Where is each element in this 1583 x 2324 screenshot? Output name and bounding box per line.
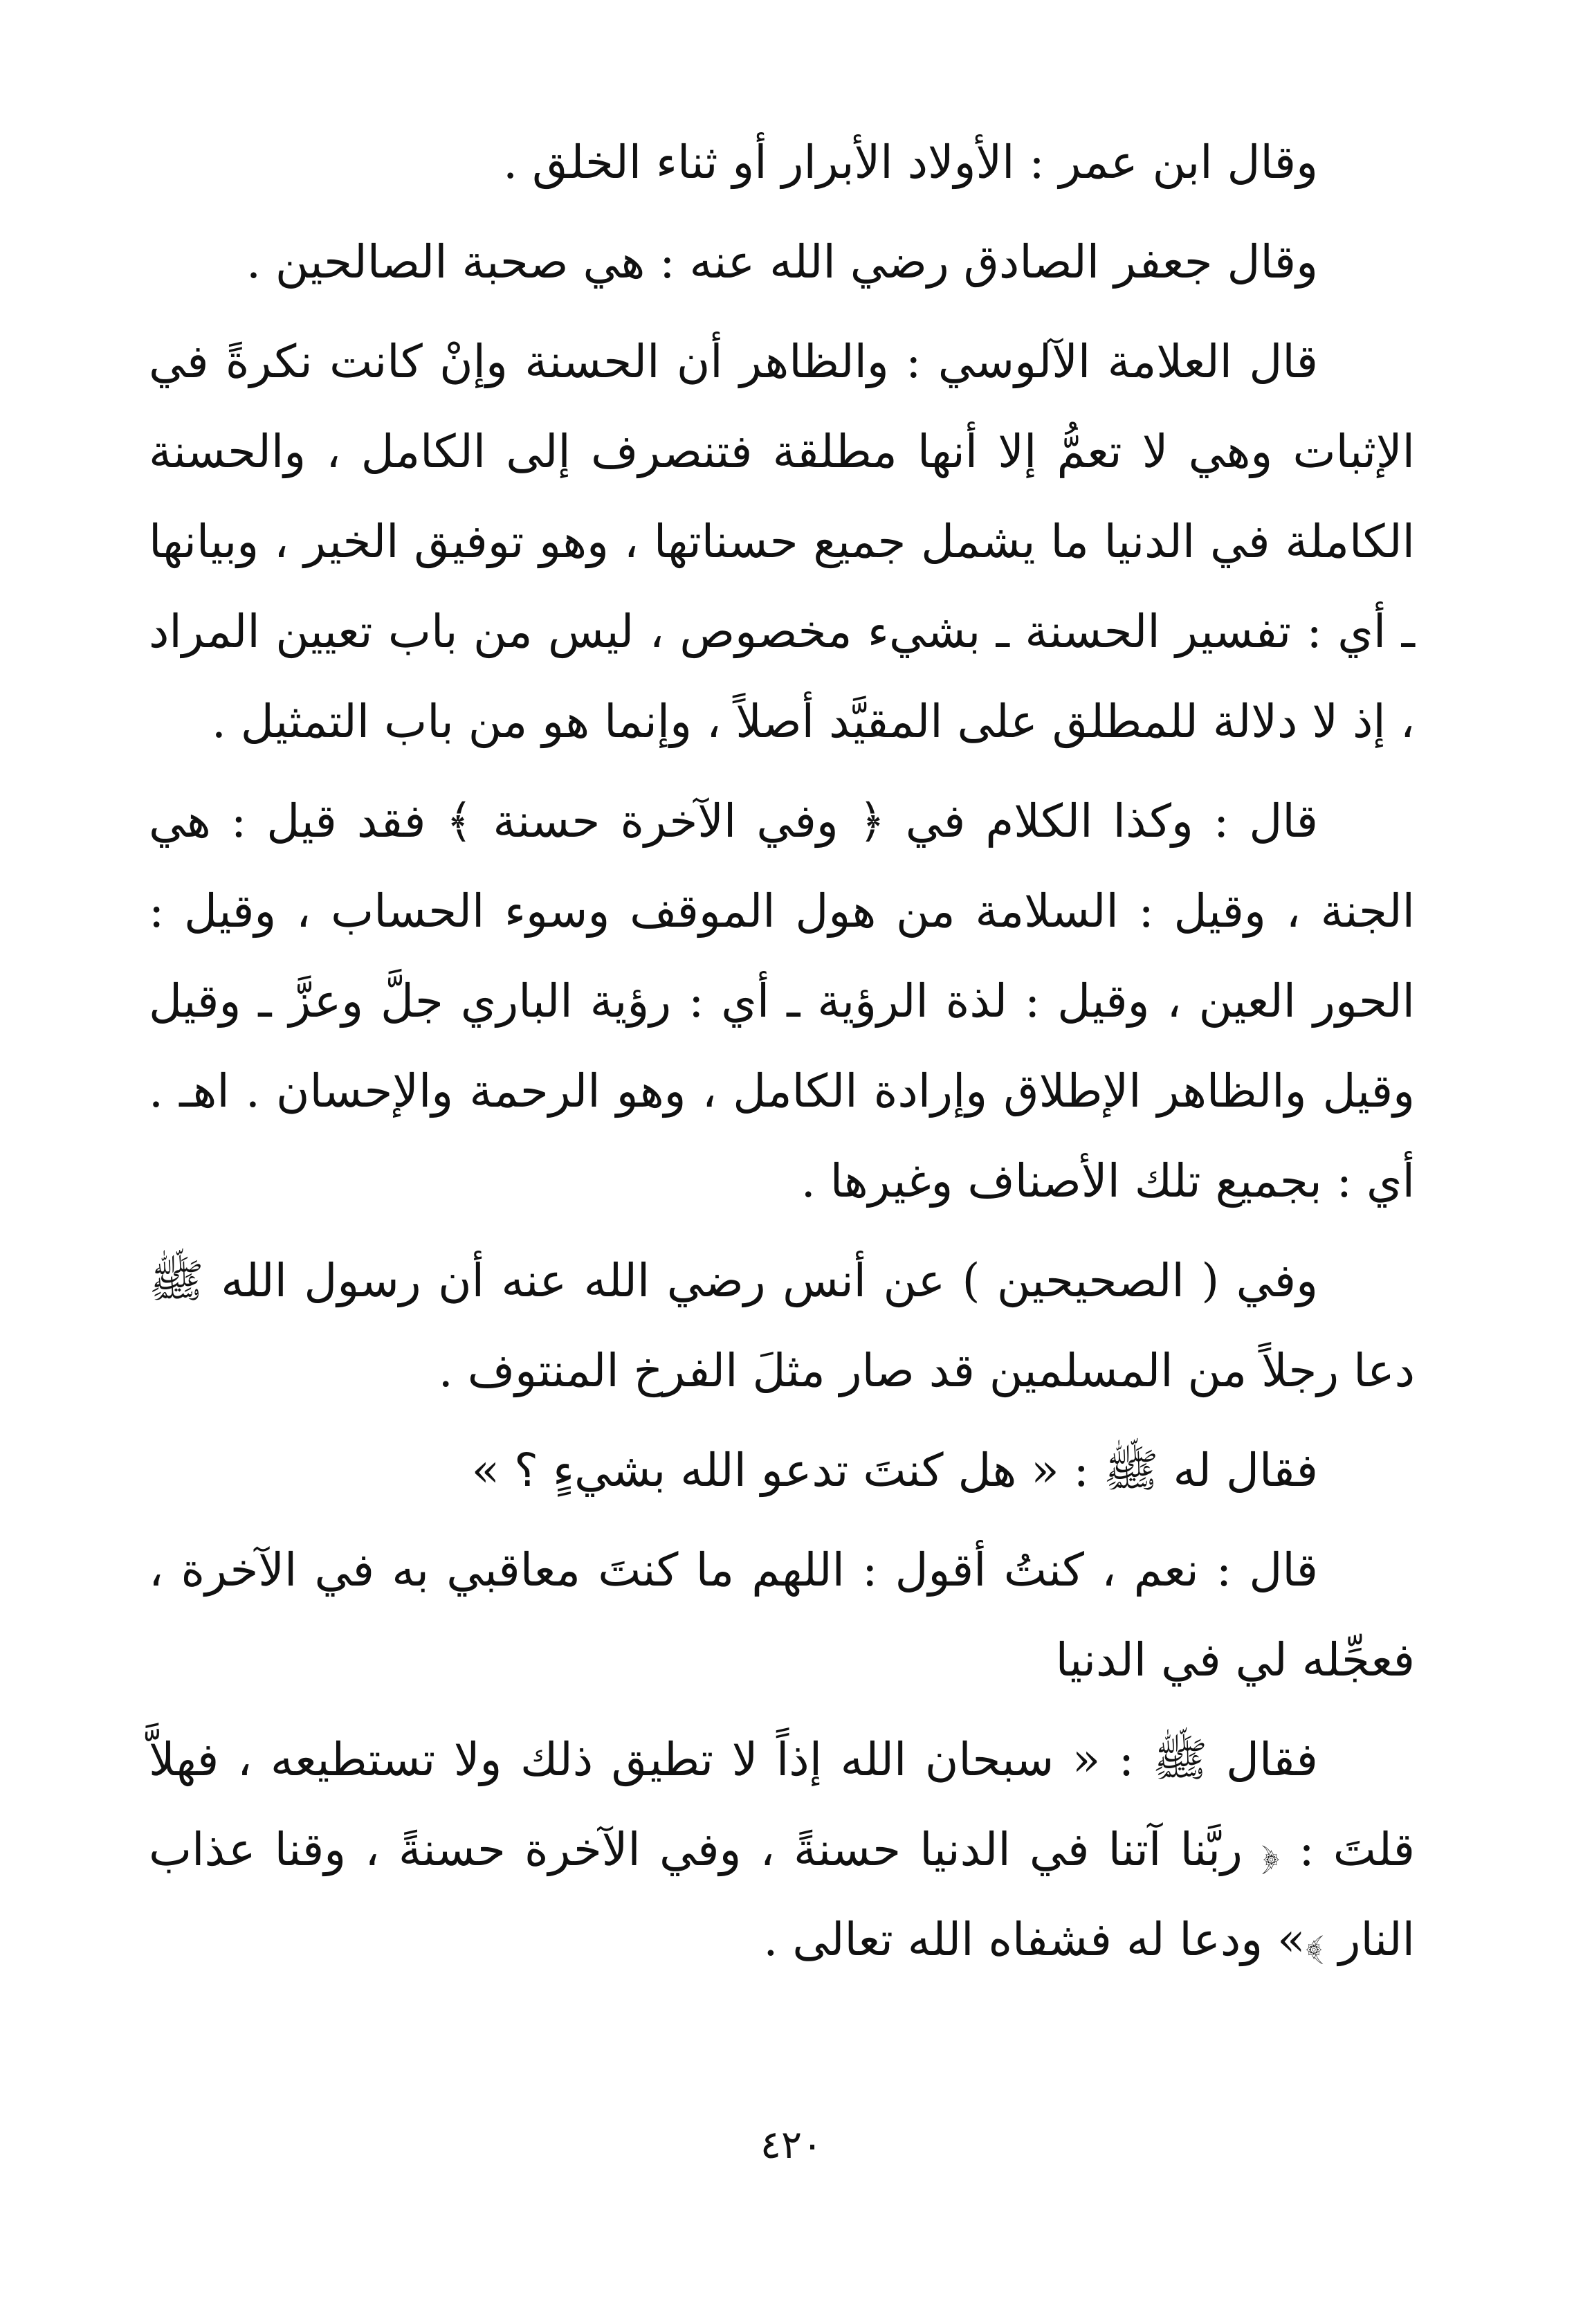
paragraph-akhira-hasana: قال : وكذا الكلام في ﴿ وفي الآخرة حسنة ﴾ فقد قيل : هي الجنة ، وقيل : السلامة من هول الموقف وسوء الحساب ، وقيل : الحور العين ، وقيل : لذة الرؤية ـ أي : رؤية الباري جلَّ وعزَّ ـ وقيل وقيل والظاهر الإطلاق وإرادة الكامل ، وهو الرحمة والإحسان . اهـ . أي : بجميع تلك الأصناف وغيرها . [149,795,1415,1208]
paragraph-ibn-umar: وقال ابن عمر : الأولاد الأبرار أو ثناء الخلق . [503,136,1318,189]
page-number: ٤٢٠ [760,2123,823,2168]
body-text [149,118,1415,1985]
paragraph-man-answer: قال : نعم ، كنتُ أقول : اللهم ما كنتَ معاقبي به في الآخرة ، فعجِّله لي في الدنيا [149,1543,1415,1687]
paragraph-prophet-reply: فقال ﷺ : « سبحان الله إذاً لا تطيق ذلك ولا تستطيعه ، فهلاَّ قلتَ : ﴿ ربَّنا آتنا في الدنيا حسنةً ، وفي الآخرة حسنةً ، وقنا عذاب النار ﴾» ودعا له فشفاه الله تعالى . [149,1733,1415,1966]
paragraph-jafar-sadiq: وقال جعفر الصادق رضي الله عنه : هي صحبة الصالحين . [246,235,1318,289]
paragraph-prophet-question: فقال له ﷺ : « هل كنتَ تدعو الله بشيءٍ ؟ » [471,1444,1318,1497]
paragraph-sahihain: وفي ( الصحيحين ) عن أنس رضي الله عنه أن رسول الله ﷺ دعا رجلاً من المسلمين قد صار مثلَ الفرخ المنتوف . [149,1254,1415,1397]
paragraph-alusi: قال العلامة الآلوسي : والظاهر أن الحسنة وإنْ كانت نكرةً في الإثبات وهي لا تعمُّ إلا أنها مطلقة فتنصرف إلى الكامل ، والحسنة الكاملة في الدنيا ما يشمل جميع حسناتها ، وهو توفيق الخير ، وبيانها ـ أي : تفسير الحسنة ـ بشيء مخصوص ، ليس من باب تعيين المراد ، إذ لا دلالة للمطلق على المقيَّد أصلاً ، وإنما هو من باب التمثيل . [149,335,1416,748]
